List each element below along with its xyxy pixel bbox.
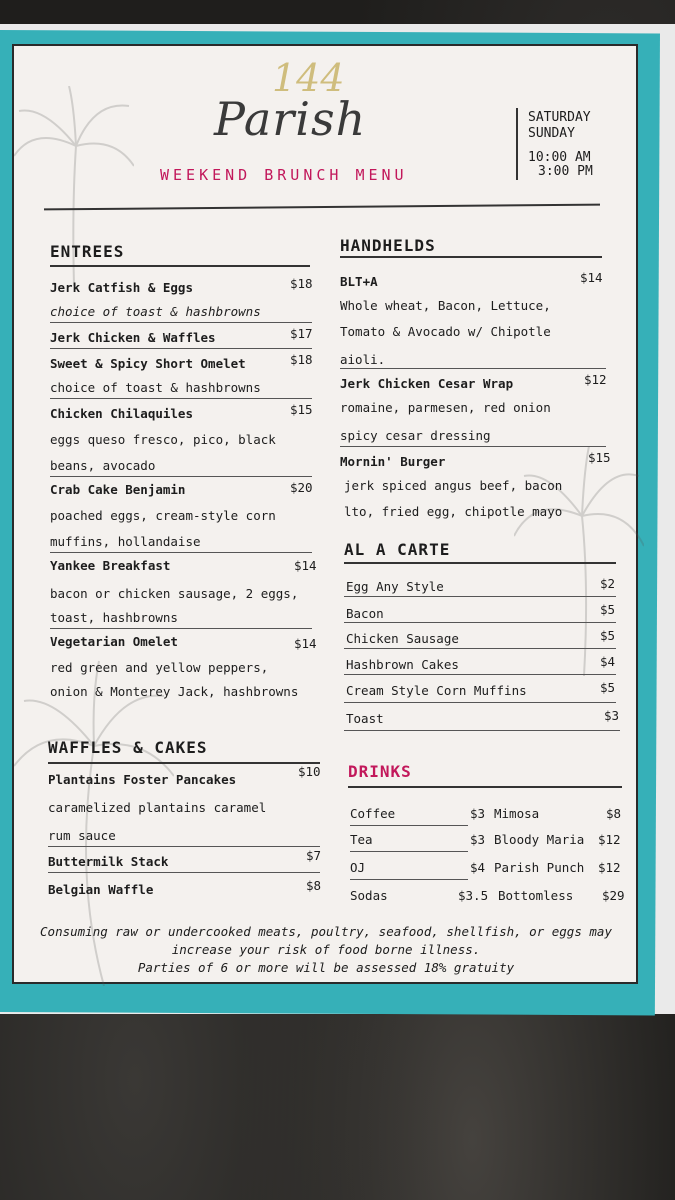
- menu-item-name: BLT+A: [340, 274, 378, 289]
- item-rule: [350, 825, 468, 826]
- item-rule: [48, 872, 320, 873]
- logo-number: 144: [272, 56, 345, 100]
- menu-item-name: Plantains Foster Pancakes: [48, 772, 237, 787]
- alacarte-item-price: $5: [600, 628, 616, 643]
- menu-item-price: $18: [290, 276, 313, 291]
- menu-item-desc: eggs queso fresco, pico, black: [50, 432, 276, 447]
- menu-card: [12, 44, 638, 984]
- menu-item-desc: rum sauce: [48, 828, 116, 843]
- menu-item-name: Crab Cake Benjamin: [50, 482, 186, 497]
- section-title-alacarte: AL A CARTE: [344, 540, 451, 559]
- drink-price: $3.5: [458, 888, 489, 903]
- menu-item-name: Sweet & Spicy Short Omelet: [50, 356, 246, 371]
- drink-name: Sodas: [350, 888, 388, 903]
- section-title-handhelds: HANDHELDS: [340, 236, 436, 255]
- item-rule: [344, 596, 616, 597]
- section-rule: [48, 762, 320, 764]
- menu-item-name: Yankee Breakfast: [50, 558, 171, 573]
- menu-item-name: Jerk Catfish & Eggs: [50, 280, 193, 295]
- alacarte-item-name: Hashbrown Cakes: [346, 657, 459, 672]
- drink-name: Parish Punch: [494, 860, 585, 875]
- section-rule: [344, 562, 616, 564]
- alacarte-item-name: Cream Style Corn Muffins: [346, 683, 527, 698]
- drink-price: $29: [602, 888, 625, 903]
- menu-item-price: $8: [306, 878, 322, 893]
- section-rule: [50, 265, 310, 267]
- hours-day-2: SUNDAY: [528, 126, 575, 141]
- hours-close: 3:00 PM: [538, 164, 593, 179]
- menu-item-price: $15: [588, 450, 611, 465]
- menu-item-desc: choice of toast & hashbrowns: [50, 304, 261, 319]
- menu-item-desc: aioli.: [340, 352, 386, 367]
- drink-price: $3: [470, 806, 486, 821]
- item-rule: [344, 730, 620, 731]
- item-rule: [50, 476, 312, 477]
- drink-price: $12: [598, 860, 621, 875]
- menu-item-name: Vegetarian Omelet: [50, 634, 178, 649]
- drink-price: $4: [470, 860, 486, 875]
- menu-item-price: $14: [294, 636, 317, 651]
- food-safety-notice-2: increase your risk of food borne illness.: [171, 942, 481, 957]
- gratuity-notice: Parties of 6 or more will be assessed 18% gratuity: [137, 960, 515, 975]
- menu-item-desc: bacon or chicken sausage, 2 eggs,: [50, 586, 299, 601]
- menu-item-name: Buttermilk Stack: [48, 854, 169, 869]
- item-rule: [344, 622, 616, 623]
- item-rule: [344, 648, 616, 649]
- item-rule: [350, 851, 468, 852]
- alacarte-item-price: $2: [600, 576, 616, 591]
- menu-item-desc: romaine, parmesen, red onion: [340, 400, 551, 415]
- menu-item-price: $14: [580, 270, 603, 285]
- alacarte-item-price: $5: [600, 680, 616, 695]
- menu-item-desc: caramelized plantains caramel: [48, 800, 267, 815]
- menu-item-name: Belgian Waffle: [48, 882, 154, 897]
- menu-item-desc: Tomato & Avocado w/ Chipotle: [340, 324, 551, 339]
- drink-price: $12: [598, 832, 621, 847]
- alacarte-item-price: $4: [600, 654, 616, 669]
- menu-item-desc: toast, hashbrowns: [50, 610, 178, 625]
- drink-price: $3: [470, 832, 486, 847]
- item-rule: [340, 446, 606, 447]
- hours-day-1: SATURDAY: [528, 110, 591, 125]
- section-rule: [340, 256, 602, 258]
- alacarte-item-name: Egg Any Style: [346, 579, 444, 594]
- logo: Parish: [214, 92, 367, 146]
- menu-item-price: $14: [294, 558, 317, 573]
- food-safety-notice: Consuming raw or undercooked meats, poultry, seafood, shellfish, or eggs may: [40, 924, 612, 939]
- menu-item-price: $7: [306, 848, 322, 863]
- menu-item-price: $20: [290, 480, 313, 495]
- menu-subtitle: WEEKEND BRUNCH MENU: [160, 166, 408, 184]
- alacarte-item-name: Toast: [346, 711, 384, 726]
- menu-item-desc: beans, avocado: [50, 458, 156, 473]
- menu-item-desc: poached eggs, cream-style corn: [50, 508, 276, 523]
- menu-item-price: $10: [298, 764, 321, 779]
- drink-name: Tea: [350, 832, 373, 847]
- hours-open: 10:00 AM: [528, 150, 591, 165]
- alacarte-item-name: Chicken Sausage: [346, 631, 459, 646]
- menu-item-desc: onion & Monterey Jack, hashbrowns: [50, 684, 299, 699]
- menu-item-desc: red green and yellow peppers,: [50, 660, 269, 675]
- menu-item-desc: choice of toast & hashbrowns: [50, 380, 261, 395]
- drink-name: Mimosa: [494, 806, 540, 821]
- item-rule: [48, 846, 320, 847]
- item-rule: [340, 368, 606, 369]
- menu-item-name: Mornin' Burger: [340, 454, 446, 469]
- drink-name: OJ: [350, 860, 366, 875]
- menu-item-price: $18: [290, 352, 313, 367]
- item-rule: [50, 322, 312, 323]
- drink-name: Bloody Maria: [494, 832, 585, 847]
- menu-item-price: $17: [290, 326, 313, 341]
- item-rule: [350, 879, 468, 880]
- section-rule: [348, 786, 622, 788]
- menu-item-desc: Whole wheat, Bacon, Lettuce,: [340, 298, 551, 313]
- alacarte-item-price: $5: [600, 602, 616, 617]
- alacarte-item-price: $3: [604, 708, 620, 723]
- alacarte-item-name: Bacon: [346, 606, 384, 621]
- section-title-waffles: WAFFLES & CAKES: [48, 738, 208, 757]
- menu-item-name: Jerk Chicken & Waffles: [50, 330, 216, 345]
- hours-divider: [516, 108, 518, 180]
- item-rule: [50, 552, 312, 553]
- drink-name: Bottomless: [498, 888, 574, 903]
- menu-item-desc: jerk spiced angus beef, bacon: [344, 478, 563, 493]
- menu-item-desc: spicy cesar dressing: [340, 428, 491, 443]
- drink-price: $8: [606, 806, 622, 821]
- item-rule: [50, 398, 312, 399]
- item-rule: [344, 674, 616, 675]
- section-title-drinks: DRINKS: [348, 762, 412, 781]
- menu-item-price: $15: [290, 402, 313, 417]
- section-title-entrees: ENTREES: [50, 242, 125, 261]
- item-rule: [50, 628, 312, 629]
- menu-item-name: Chicken Chilaquiles: [50, 406, 193, 421]
- drink-name: Coffee: [350, 806, 396, 821]
- menu-item-desc: lto, fried egg, chipotle mayo: [344, 504, 563, 519]
- item-rule: [344, 702, 616, 703]
- menu-item-name: Jerk Chicken Cesar Wrap: [340, 376, 514, 391]
- menu-item-price: $12: [584, 372, 607, 387]
- menu-item-desc: muffins, hollandaise: [50, 534, 201, 549]
- item-rule: [50, 348, 312, 349]
